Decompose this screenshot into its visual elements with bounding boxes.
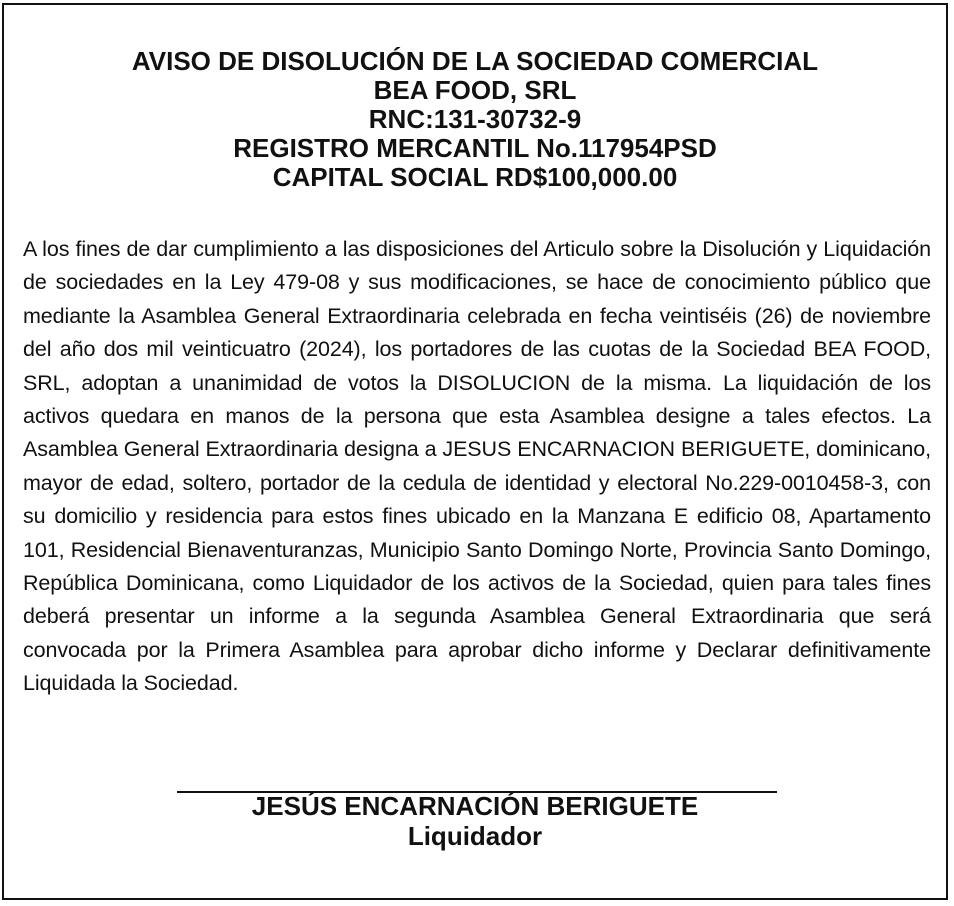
legal-notice-frame xyxy=(2,3,948,900)
mercantile-registry: REGISTRO MERCANTIL No.117954PSD xyxy=(233,133,717,163)
signer-name: JESÚS ENCARNACIÓN BERIGUETE xyxy=(251,791,699,821)
notice-title: AVISO DE DISOLUCIÓN DE LA SOCIEDAD COMERCIAL xyxy=(131,46,819,76)
notice-body: A los fines de dar cumplimiento a las disposiciones del Articulo sobre la Disolución y Liquidación de sociedades en la Ley 479-08 y sus modificaciones, se hace de conocimiento público que mediante la Asamblea General Extraordinaria celebrada en fecha veintiséis (26) de noviembre del año dos mil veinticuatro (2024), los portadores de las cuotas de la Sociedad BEA FOOD, SRL, adoptan a unanimidad de votos la DISOLUCION de la misma. La liquidación de los activos quedara en manos de la persona que esta Asamblea designe a tales efectos. La Asamblea General Extraordinaria designa a JESUS ENCARNACION BERIGUETE, dominicano, mayor de edad, soltero, portador de la cedula de identidad y electoral No.229-0010458-3, con su domicilio y residencia para estos fines ubicado en la Manzana E edificio 08, Apartamento 101, Residencial Bienaventuranzas, Municipio Santo Domingo Norte, Provincia Santo Domingo, República Dominicana, como Liquidador de los activos de la Sociedad, quien para tales fines deberá presentar un informe a la segunda Asamblea General Extraordinaria que será convocada por la Primera Asamblea para aprobar dicho informe y Declarar definitivamente Liquidada la Sociedad. xyxy=(23,237,931,696)
signer-role: Liquidador xyxy=(407,821,543,851)
company-rnc: RNC:131-30732-9 xyxy=(368,104,582,134)
signature-block xyxy=(4,791,946,851)
social-capital: CAPITAL SOCIAL RD$100,000.00 xyxy=(272,162,678,192)
company-name: BEA FOOD, SRL xyxy=(373,75,577,105)
notice-heading xyxy=(4,47,946,192)
